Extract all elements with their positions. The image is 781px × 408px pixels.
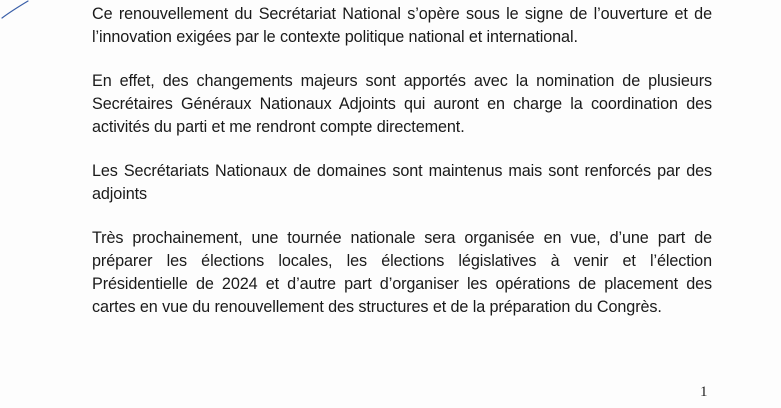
paragraph-text: Très prochainement, une tournée nationale sera organisée en vue, d’une part de préparer les élections locales, les élections législatives à venir et l’élection Présidentielle de 2024 et d’autre part d’organiser les opérations de placement des cartes en vue du renouvellement des structures et de la préparation du Congrès. xyxy=(92,229,712,316)
paragraph-changements xyxy=(92,70,712,139)
paragraph-text: Ce renouvellement du Secrétariat National s’opère sous le signe de l’ouverture et de l’innovation exigées par le contexte politique national et international. xyxy=(92,5,712,46)
paragraph-secretariats xyxy=(92,160,712,206)
paragraph-text: Les Secrétariats Nationaux de domaines sont maintenus mais sont renforcés par des adjoints xyxy=(92,162,712,203)
page-number: 1 xyxy=(700,384,708,400)
pen-stroke-mark xyxy=(0,0,40,20)
paragraph-renouvellement xyxy=(92,3,712,49)
paragraph-tournee xyxy=(92,227,712,319)
paragraph-text: En effet, des changements majeurs sont apportés avec la nomination de plusieurs Secrétaires Généraux Nationaux Adjoints qui auront en charge la coordination des activités du parti et me rendront compte directement. xyxy=(92,72,712,136)
